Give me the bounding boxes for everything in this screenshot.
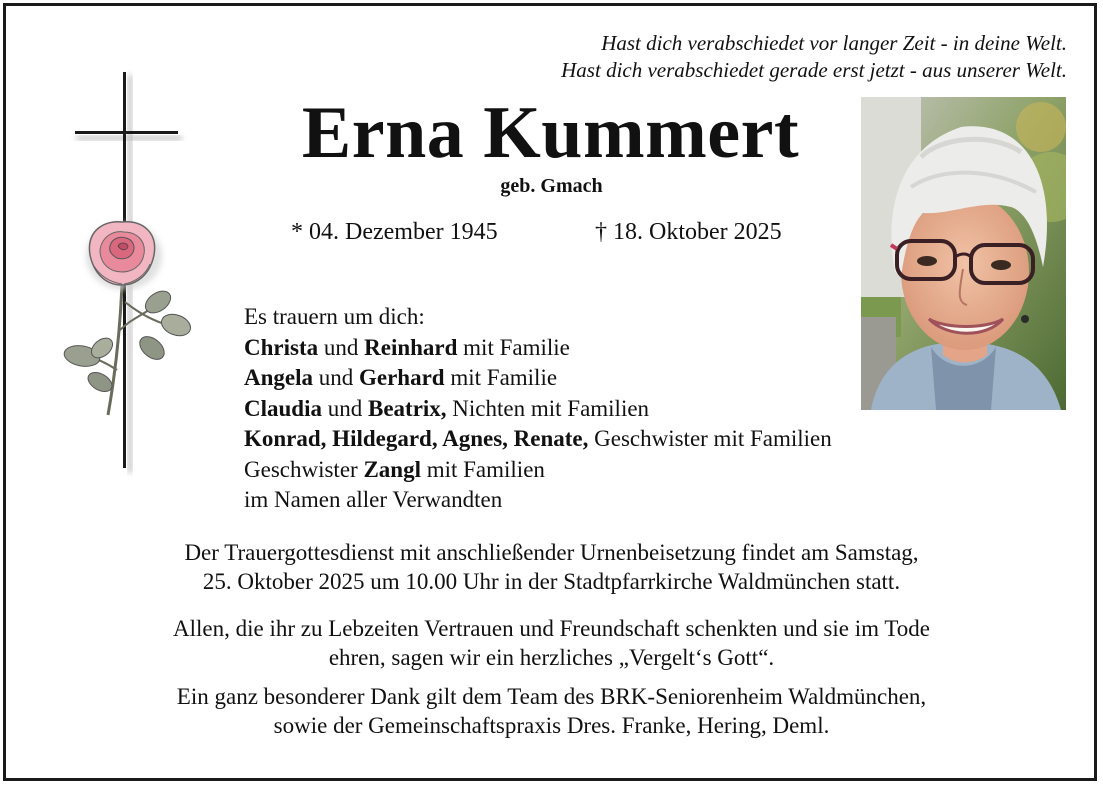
mourner-name: Gerhard [359,365,445,390]
mourner-text: mit Familie [444,365,558,390]
mourner-text: im Namen aller Verwandten [244,487,503,512]
mourner-name: Konrad, Hildegard, Agnes, Renate, [244,426,589,451]
mourner-row [244,363,832,394]
mourner-row [244,424,832,455]
thanks-line-1: Allen, die ihr zu Lebzeiten Vertrauen und Freundschaft schenkten und sie im Tode [173,616,930,641]
special-line-1: Ein ganz besonderer Dank gilt dem Team des BRK-Seniorenheim Waldmünchen, [176,684,927,709]
mourner-text: Nichten mit Familien [446,395,650,421]
motto-verse [561,30,1067,84]
mourner-name: Zangl [363,456,421,482]
death-date: † 18. Oktober 2025 [595,219,782,245]
thanks-notice [0,614,1103,672]
mourner-text: und [313,365,359,390]
portrait-photo [861,97,1066,410]
service-line-1: Der Trauergottesdienst mit anschließender Urnenbeisetzung findet am Samstag, [184,540,919,565]
mourner-row [244,333,832,364]
special-line-2: sowie der Gemeinschaftspraxis Dres. Franke, Hering, Deml. [273,713,830,738]
mourner-row [244,485,832,516]
mourner-name: Reinhard [364,334,458,360]
mourner-name: Christa [244,334,319,360]
mourner-row [244,394,832,425]
mourner-name: Claudia [244,395,322,421]
mourner-name: Angela [244,365,313,390]
mourner-text: und [321,395,368,421]
service-line-2: 25. Oktober 2025 um 10.00 Uhr in der Stadtpfarrkirche Waldmünchen statt. [202,569,901,594]
deceased-name: Erna Kummert [301,92,800,174]
special-thanks-notice [0,682,1103,740]
motto-line-2: Hast dich verabschiedet gerade erst jetzt - aus unserer Welt. [561,58,1067,82]
thanks-line-2: ehren, sagen wir ein herzliches „Vergelt‘s Gott“. [328,645,775,670]
mourner-text: Geschwister [244,456,364,482]
mourners-list [244,302,832,516]
mourner-row [244,455,832,486]
mourner-text: Geschwister mit Familien [588,426,832,451]
motto-line-1: Hast dich verabschiedet vor langer Zeit - in deine Welt. [601,31,1067,55]
funeral-service-notice [0,538,1103,596]
mourner-text: mit Familie [457,334,570,360]
maiden-name: geb. Gmach [500,175,603,197]
mourners-intro: Es trauern um dich: [244,304,425,329]
birth-date: * 04. Dezember 1945 [291,219,498,245]
mourner-text: mit Familien [420,456,545,482]
mourner-name: Beatrix, [367,395,447,421]
mourner-text: und [318,334,365,360]
